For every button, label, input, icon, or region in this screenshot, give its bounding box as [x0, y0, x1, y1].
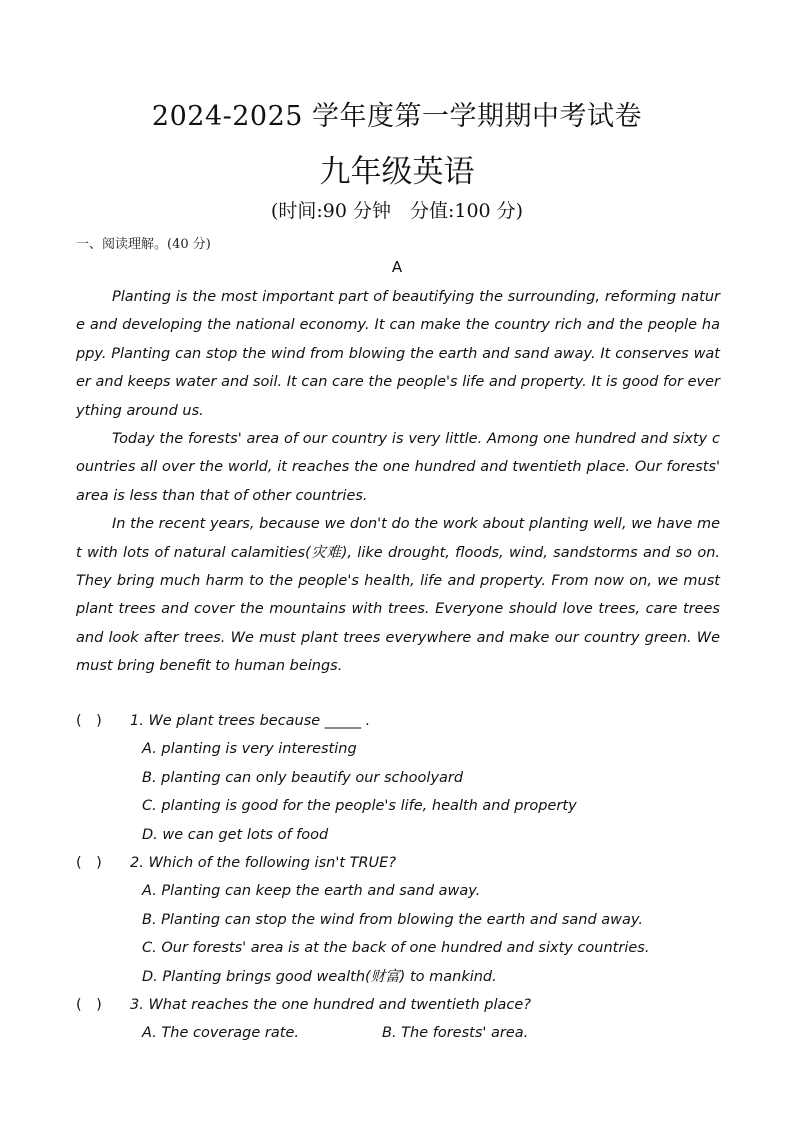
answer-blank[interactable]: ( ): [76, 854, 102, 871]
exam-title: 2024-2025 学年度第一学期期中考试卷: [151, 101, 643, 132]
option-b: B. planting can only beautify our schoolyard: [142, 769, 464, 786]
passage-paragraph: Today the forests' area of our country is very little. Among one hundred and sixty countries all over the world, it reaches the one hundred and twentieth place. Our forests' area is less than that of other countries.: [76, 431, 720, 504]
answer-blank[interactable]: ( ): [76, 713, 102, 729]
section-heading: 一、阅读理解。(40 分): [76, 237, 211, 252]
option-row: [76, 1019, 736, 1047]
question-stem: 2. Which of the following isn't TRUE?: [130, 854, 397, 871]
exam-info: (时间:90 分钟 分值:100 分): [270, 200, 524, 222]
option-c: C. Our forests' area is at the back of one hundred and sixty countries.: [142, 940, 650, 957]
option-a: A. The coverage rate.: [142, 1025, 299, 1042]
question-3: [76, 991, 736, 1019]
reading-passage: [76, 283, 720, 681]
option-b: B. The forests' area.: [382, 1025, 529, 1042]
answer-blank[interactable]: ( ): [76, 996, 102, 1013]
passage-label: A: [391, 258, 403, 276]
question-stem: 1. We plant trees because _____ .: [130, 713, 371, 729]
passage-paragraph: Planting is the most important part of beautifying the surrounding, reforming nature and developing the national economy. It can make the country rich and the people happy. Planting can stop the wind from blowing the earth and sand away. It conserves water and keeps water and soil. It can care the people's life and property. It is good for everything around us.: [76, 289, 720, 419]
exam-subject: 九年级英语: [319, 154, 475, 190]
question-stem: 3. What reaches the one hundred and twentieth place?: [130, 996, 532, 1013]
option-b: B. Planting can stop the wind from blowing the earth and sand away.: [142, 911, 643, 928]
passage-paragraph: In the recent years, because we don't do the work about planting well, we have met with lots of natural calamities(灾难), like drought, floods, wind, sandstorms and so on. They bring much harm to the people's health, life and property. From now on, we must plant trees and cover the mountains with trees. Everyone should love trees, care trees and look after trees. We must plant trees everywhere and make our country green. We must bring benefit to human beings.: [76, 516, 720, 675]
option-c: C. planting is good for the people's life, health and property: [142, 798, 577, 815]
option-d: D. we can get lots of food: [142, 826, 329, 843]
option-a: A. planting is very interesting: [142, 741, 357, 758]
option-a: A. Planting can keep the earth and sand away.: [142, 883, 481, 900]
question-2: [76, 849, 736, 877]
option-d: D. Planting brings good wealth(财富) to mankind.: [142, 968, 497, 985]
question-list: [76, 707, 736, 1048]
question-1: [76, 707, 736, 735]
